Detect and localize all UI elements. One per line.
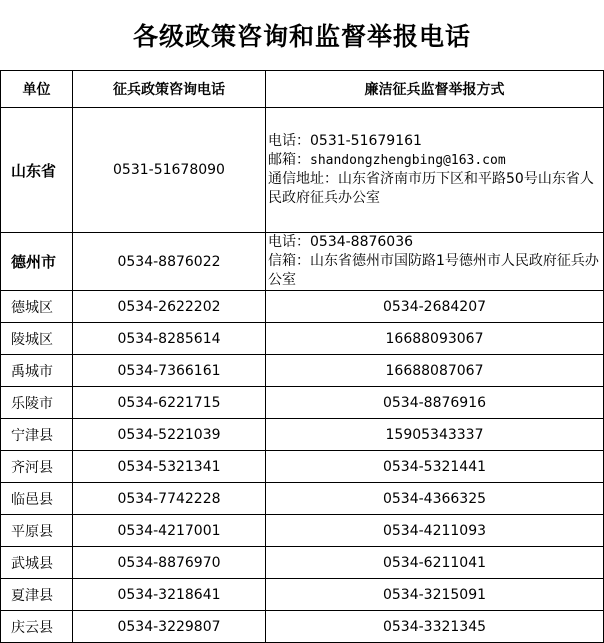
- table-row: [1, 547, 604, 579]
- unit-cell: 齐河县: [1, 451, 73, 483]
- phone-line: [268, 233, 603, 252]
- unit-cell: 宁津县: [1, 419, 73, 451]
- unit-cell: 山东省: [1, 108, 73, 233]
- supervision-cell: 0534-6211041: [266, 547, 604, 579]
- address-value: 山东省济南市历下区和平路50号山东省人民政府征兵办公室: [268, 171, 594, 206]
- table-row: [1, 483, 604, 515]
- unit-cell: 德州市: [1, 233, 73, 291]
- supervision-cell: 16688087067: [266, 355, 604, 387]
- policy-phone-cell: 0534-5221039: [73, 419, 266, 451]
- unit-cell: 乐陵市: [1, 387, 73, 419]
- unit-cell: 德城区: [1, 291, 73, 323]
- policy-phone-cell: 0531-51678090: [73, 108, 266, 233]
- table-row: [1, 515, 604, 547]
- letter-line: [268, 252, 603, 290]
- letter-value: 山东省德州市国防路1号德州市人民政府征兵办公室: [268, 253, 599, 288]
- policy-phone-cell: 0534-6221715: [73, 387, 266, 419]
- table-row: [1, 451, 604, 483]
- unit-cell: 陵城区: [1, 323, 73, 355]
- contact-table: [0, 70, 604, 643]
- letter-label: 信箱：: [268, 253, 310, 269]
- policy-phone-cell: 0534-8285614: [73, 323, 266, 355]
- table-row: [1, 323, 604, 355]
- email-value: shandongzhengbing@163.com: [310, 153, 506, 168]
- unit-cell: 禹城市: [1, 355, 73, 387]
- supervision-cell: [266, 108, 604, 233]
- supervision-cell: 0534-2684207: [266, 291, 604, 323]
- policy-phone-cell: 0534-7742228: [73, 483, 266, 515]
- supervision-cell: [266, 233, 604, 291]
- supervision-cell: 0534-5321441: [266, 451, 604, 483]
- page-title: 各级政策咨询和监督举报电话: [132, 22, 471, 51]
- policy-phone-cell: 0534-8876022: [73, 233, 266, 291]
- address-line: [268, 170, 603, 208]
- policy-phone-cell: 0534-3229807: [73, 611, 266, 643]
- header-row: [1, 71, 604, 108]
- phone-line: [268, 132, 603, 151]
- supervision-cell: 0534-3215091: [266, 579, 604, 611]
- unit-cell: 平原县: [1, 515, 73, 547]
- supervision-cell: 15905343337: [266, 419, 604, 451]
- phone-value: 0534-8876036: [310, 234, 414, 250]
- email-line: [268, 151, 603, 170]
- table-row: [1, 611, 604, 643]
- table-row-province: [1, 108, 604, 233]
- policy-phone-cell: 0534-7366161: [73, 355, 266, 387]
- header-supervision: 廉洁征兵监督举报方式: [266, 71, 604, 108]
- unit-cell: 武城县: [1, 547, 73, 579]
- unit-cell: 临邑县: [1, 483, 73, 515]
- phone-value: 0531-51679161: [310, 133, 422, 149]
- email-label: 邮箱：: [268, 152, 310, 168]
- unit-cell: 庆云县: [1, 611, 73, 643]
- supervision-cell: 0534-8876916: [266, 387, 604, 419]
- table-row: [1, 355, 604, 387]
- table-row: [1, 419, 604, 451]
- policy-phone-cell: 0534-3218641: [73, 579, 266, 611]
- policy-phone-cell: 0534-4217001: [73, 515, 266, 547]
- phone-label: 电话：: [268, 133, 310, 149]
- policy-phone-cell: 0534-2622202: [73, 291, 266, 323]
- policy-phone-cell: 0534-5321341: [73, 451, 266, 483]
- table-row: [1, 291, 604, 323]
- header-policy-phone: 征兵政策咨询电话: [73, 71, 266, 108]
- phone-label: 电话：: [268, 234, 310, 250]
- supervision-cell: 0534-4366325: [266, 483, 604, 515]
- supervision-cell: 16688093067: [266, 323, 604, 355]
- table-row: [1, 387, 604, 419]
- supervision-cell: 0534-3321345: [266, 611, 604, 643]
- policy-phone-cell: 0534-8876970: [73, 547, 266, 579]
- supervision-cell: 0534-4211093: [266, 515, 604, 547]
- header-unit: 单位: [1, 71, 73, 108]
- unit-cell: 夏津县: [1, 579, 73, 611]
- table-row-city: [1, 233, 604, 291]
- table-row: [1, 579, 604, 611]
- address-label: 通信地址：: [268, 171, 338, 187]
